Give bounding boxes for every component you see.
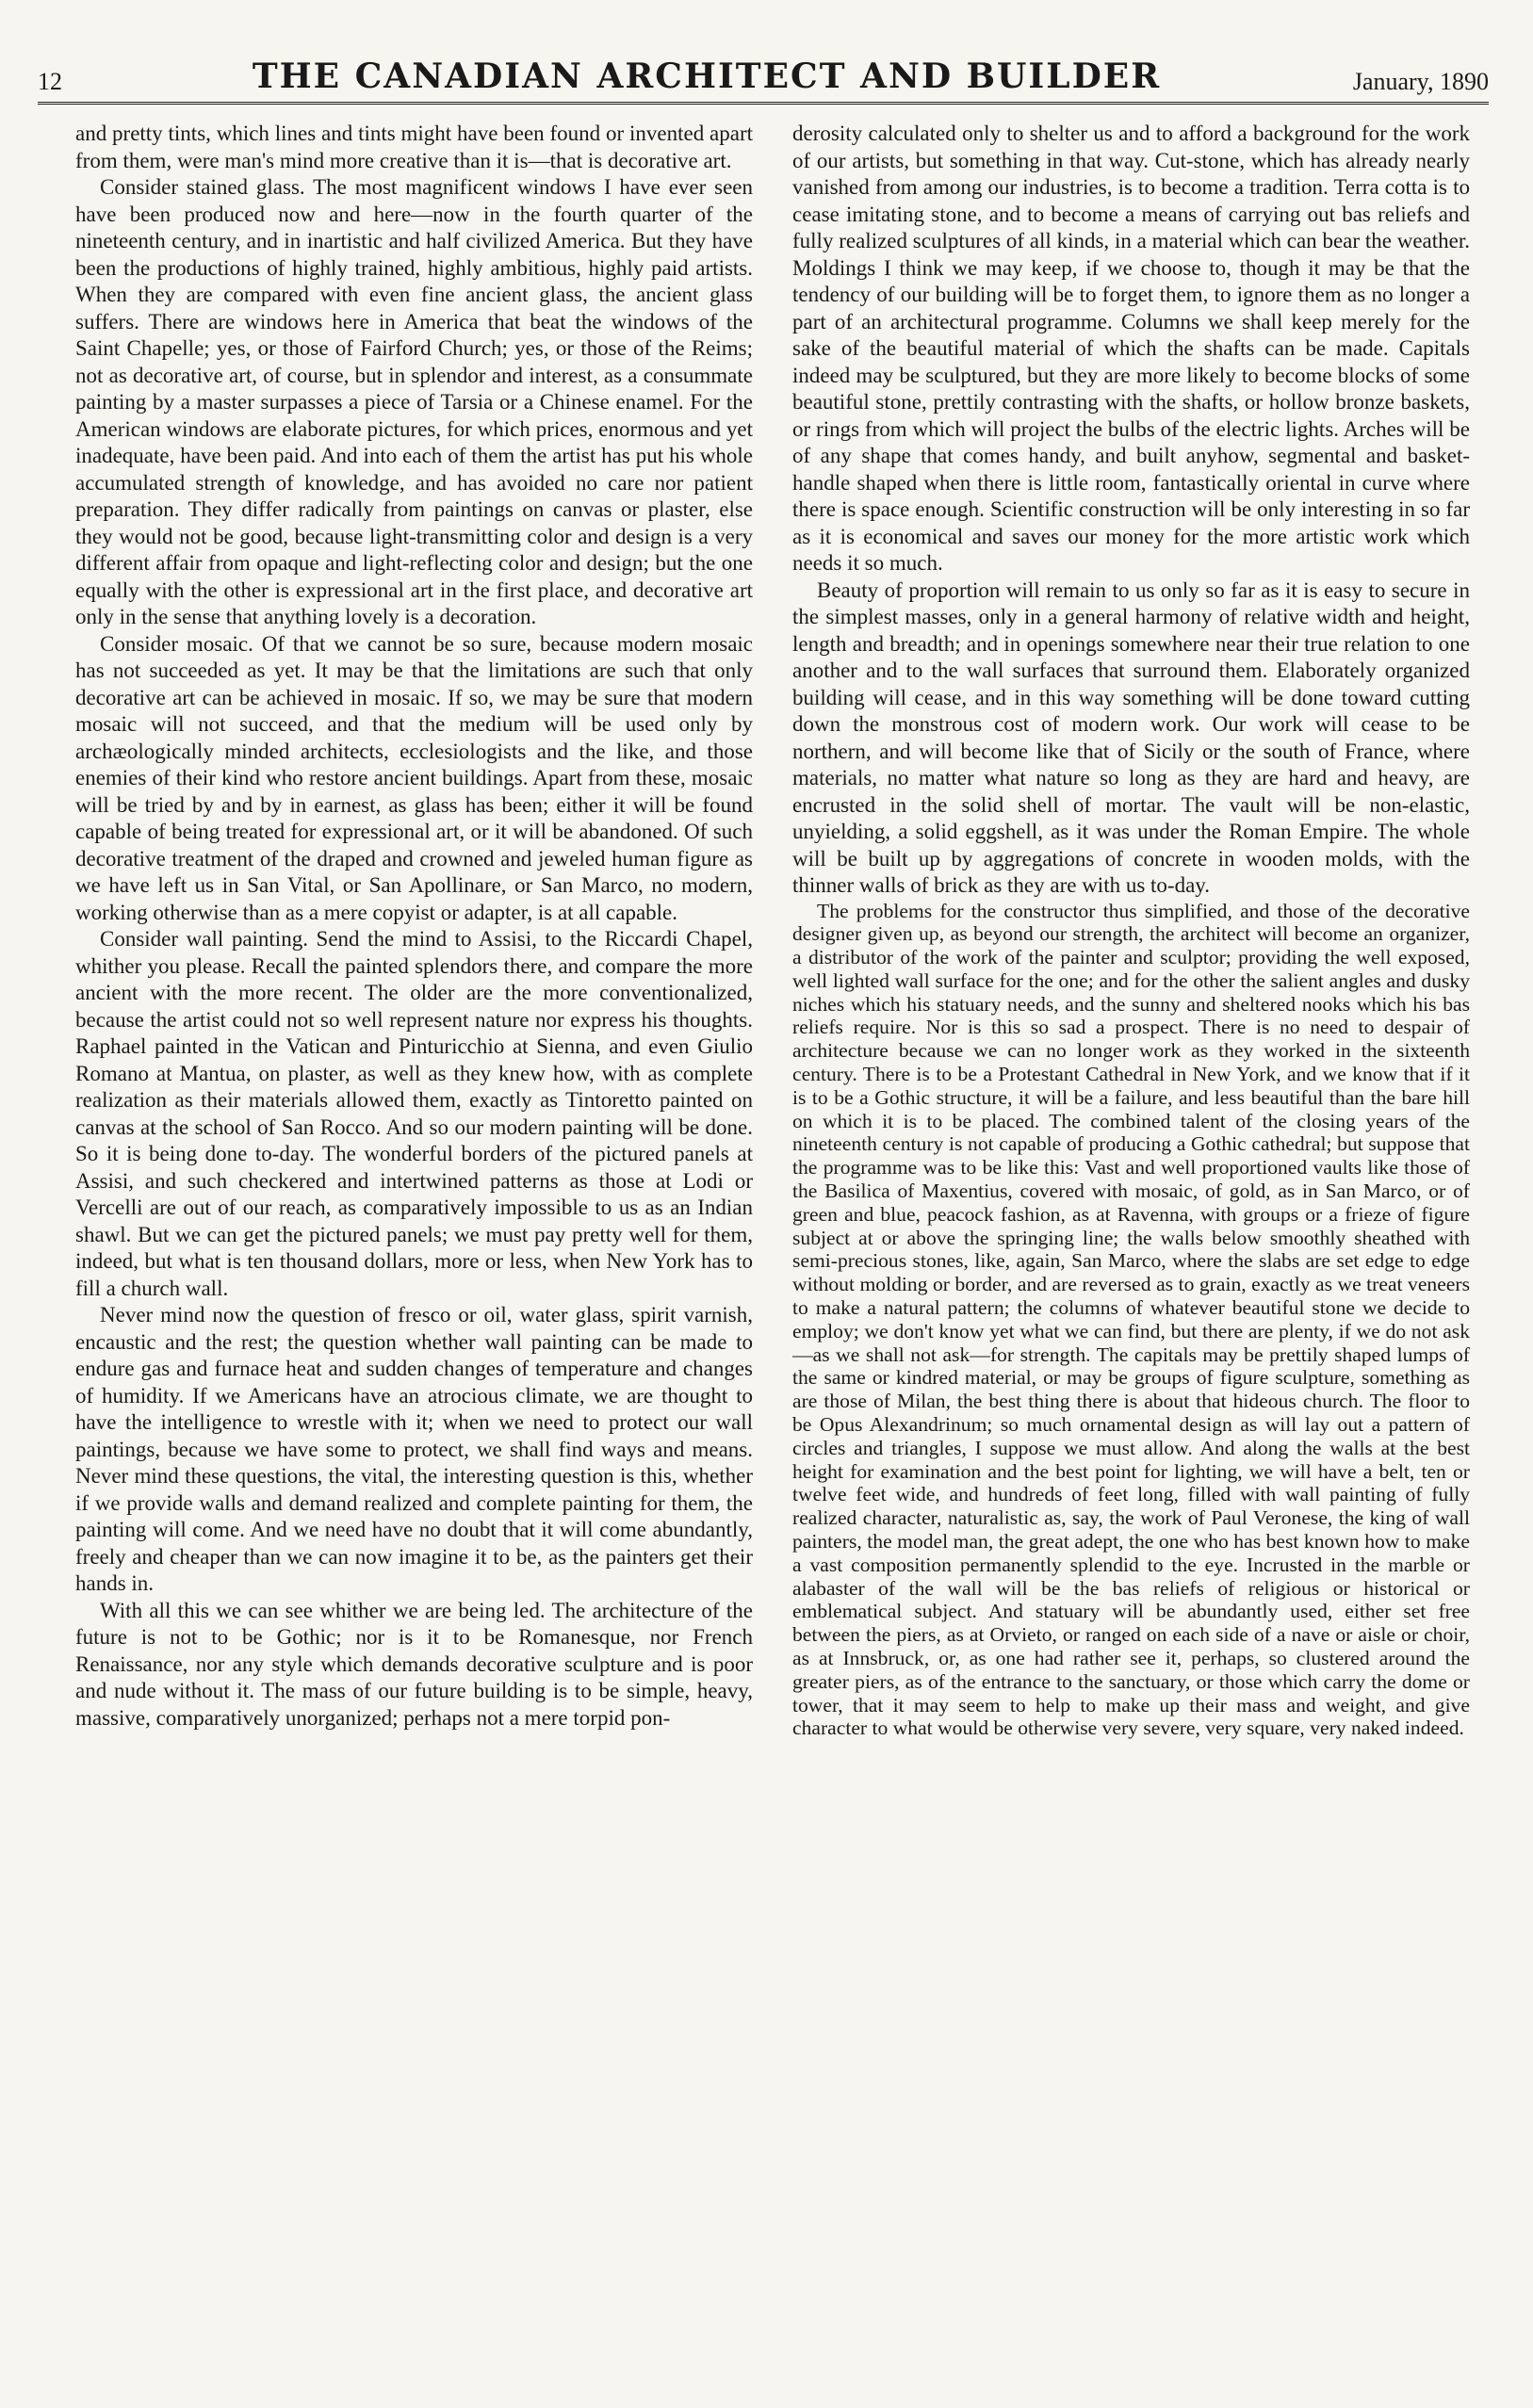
paragraph: Consider stained glass. The most magnificent windows I have ever seen have been produced now and here—now in the fourth quarter of the nineteenth century, and in inartistic and half civilized America. But they have been the productions of highly trained, highly ambitious, highly paid artists. When they are compared with even fine ancient glass, the ancient glass suffers. There are windows here in America that beat the windows of the Saint Chapelle; yes, or those of Fairford Church; yes, or those of the Reims; not as decorative art, of course, but in splendor and interest, as a consummate painting by a master surpasses a piece of Tarsia or a Chinese enamel. For the American windows are elaborate pictures, for which prices, enormous and yet inadequate, have been paid. And into each of them the artist has put his whole accumulated strength of knowledge, and has avoided no care nor patient preparation. They differ radically from paintings on canvas or plaster, else they would not be good, because light-transmitting color and design is a very different affair from opaque and light-reflecting color and design; but the one equally with the other is expressional art in the first place, and decorative art only in the sense that anything lovely is a decoration. (75, 175, 753, 628)
paragraph: derosity calculated only to shelter us and to afford a background for the work of our artists, but something in that way. Cut-stone, which has already nearly vanished from among our industries, is to become a tradition. Terra cotta is to cease imitating stone, and to become a means of carrying out bas reliefs and fully realized sculptures of all kinds, in a material which can bear the weather. Moldings I think we may keep, if we choose to, though it may be that the tendency of our building will be to forget them, to ignore them as no longer a part of an architectural programme. Columns we shall keep merely for the sake of the beautiful material of which the shafts can be made. Capitals indeed may be sculptured, but they are more likely to become blocks of some beautiful stone, prettily contrasting with the shafts, or hollow bronze baskets, or rings from which will project the bulbs of the electric lights. Arches will be of any shape that comes handy, and built anyhow, segmental and basket-handle shaped when there is little room, fantastically oriental in curve where there is space enough. Scientific construction will be only interesting in so far as it is economical and saves our money for the more artistic work which needs it so much. (792, 122, 1470, 575)
paragraph: and pretty tints, which lines and tints might have been found or invented apart from them, were man's mind more creative than it is—that is decorative art. (75, 122, 753, 172)
article-body (75, 121, 1470, 2363)
paragraph: Never mind now the question of fresco or oil, water glass, spirit varnish, encaustic and the rest; the question whether wall painting can be made to endure gas and furnace heat and sudden changes of temperature and changes of humidity. If we Americans have an atrocious climate, we are thought to have the intelligence to wrestle with it; when we need to protect our wall paintings, because we have some to protect, we shall find ways and means. Never mind these questions, the vital, the interesting question is this, whether if we provide walls and demand realized and complete painting for them, the painting will come. And we need have no doubt that it will come abundantly, freely and cheaper than we can now imagine it to be, as the painters get their hands in. (75, 1303, 753, 1595)
paragraph: With all this we can see whither we are being led. The architecture of the future is not to be Gothic; nor is it to be Romanesque, nor French Renaissance, nor any style which demands decorative sculpture and is poor and nude without it. The mass of our future building is to be simple, heavy, massive, comparatively unorganized; perhaps not a mere torpid pon- (75, 1598, 753, 1730)
paragraph: The problems for the constructor thus simplified, and those of the decorative designer given up, as beyond our strength, the architect will become an organizer, a distributor of the work of the painter and sculptor; providing the well exposed, well lighted wall surface for the one; and for the other the salient angles and dusky niches which his statuary needs, and the sunny and sheltered nooks which his bas reliefs require. Nor is this so sad a prospect. There is no need to despair of architecture because we can no longer work as they worked in the sixteenth century. There is to be a Protestant Cathedral in New York, and we know that if it is to be a Gothic structure, it will be a failure, and less beautiful than the bare hill on which it is to be placed. The combined talent of the closing years of the nineteenth century is not capable of producing a Gothic cathedral; but suppose that the programme was to be like this: Vast and well proportioned vaults like those of the Basilica of Maxentius, covered with mosaic, of gold, as in San Marco, or of green and blue, peacock fashion, as at Ravenna, with groups or a frieze of figure subject at or above the springing line; the walls below smoothly sheathed with semi-precious stones, like, again, San Marco, where the slabs are set edge to edge without molding or border, and are reversed as to grain, exactly as we treat veneers to make a natural pattern; the columns of whatever beautiful stone we decide to employ; we don't know yet what we can find, but there are plenty, if we do not ask—as we shall not ask—for strength. The capitals may be prettily shaped lumps of the same or kindred material, or may be groups of figure sculpture, something as are those of Milan, the best thing there is about that hideous church. The floor to be Opus Alexandrinum; so much ornamental design as will lay out a pattern of circles and triangles, I suppose we must allow. And along the walls at the best height for examination and the best point for lighting, we will have a belt, ten or twelve feet wide, and hundreds of feet long, filled with wall painting of fully realized character, naturalistic as, say, the work of Paul Veronese, the king of wall painters, the model man, the great adept, the one who has best known how to make a vast composition permanently splendid to the eye. Incrusted in the marble or alabaster of the wall will be the bas reliefs of religious or historical or emblematical subject. And statuary will be abundantly used, either set free between the piers, as at Orvieto, or ranged on each side of a nave or aisle or choir, as at Innsbruck, or, as one had rather see it, perhaps, so clustered around the greater piers, as of the entrance to the sanctuary, or those which carry the dome or tower, that it may seem to help to make up their mass and weight, and give character to what would be otherwise very severe, very square, very naked indeed. (792, 899, 1470, 1740)
masthead-title: THE CANADIAN ARCHITECT AND BUILDER (252, 57, 1162, 96)
issue-date: January, 1890 (1352, 68, 1489, 95)
paragraph: Beauty of proportion will remain to us only so far as it is easy to secure in the simplest masses, only in a general harmony of relative width and height, length and breadth; and in openings somewhere near their true relation to one another and to the wall surfaces that surround them. Elaborately organized building will cease, and in this way something will be done toward cutting down the monstrous cost of modern work. Our work will cease to be northern, and will become like that of Sicily or the south of France, where materials, no matter what nature so long as they are hard and heavy, are encrusted in the solid shell of mortar. The vault will be non-elastic, unyielding, a solid eggshell, as it was under the Roman Empire. The whole will be built up by aggregations of concrete in wooden molds, with the thinner walls of brick as they are with us to-day. (792, 578, 1470, 897)
right-column (792, 121, 1470, 2363)
left-column (75, 121, 753, 2363)
paragraph: Consider mosaic. Of that we cannot be so sure, because modern mosaic has not succeeded as yet. It may be that the limitations are such that only decorative art can be achieved in mosaic. If so, we may be sure that modern mosaic will not succeed, and that the medium will be used only by archæologically minded architects, ecclesiologists and the like, and those enemies of their kind who restore ancient buildings. Apart from these, mosaic will be tried by and by in earnest, as glass has been; either it will be found capable of being treated for expressional art, or it will be abandoned. Of such decorative treatment of the draped and crowned and jeweled human figure as we have left us in San Vital, or San Apollinare, or San Marco, no modern, working otherwise than as a mere copyist or adapter, is at all capable. (75, 631, 753, 924)
page-number: 12 (38, 68, 62, 95)
page-header (38, 40, 1489, 105)
paragraph: Consider wall painting. Send the mind to Assisi, to the Riccardi Chapel, whither you please. Recall the painted splendors there, and compare the more ancient with the more recent. The older are the more conventionalized, because the artist could not so well represent nature nor express his thoughts. Raphael painted in the Vatican and Pinturicchio at Sienna, and even Giulio Romano at Mantua, on plaster, as well as they knew how, with as complete realization as their materials allowed them, exactly as Tintoretto painted on canvas at the school of San Rocco. And so our modern painting will be done. So it is being done to-day. The wonderful borders of the pictured panels at Assisi, and such checkered and intertwined patterns as those at Lodi or Vercelli are out of our reach, as comparatively impossible to us as an Indian shawl. But we can get the pictured panels; we must pay pretty well for them, indeed, but what is ten thousand dollars, more or less, when New York has to fill a church wall. (75, 927, 753, 1300)
